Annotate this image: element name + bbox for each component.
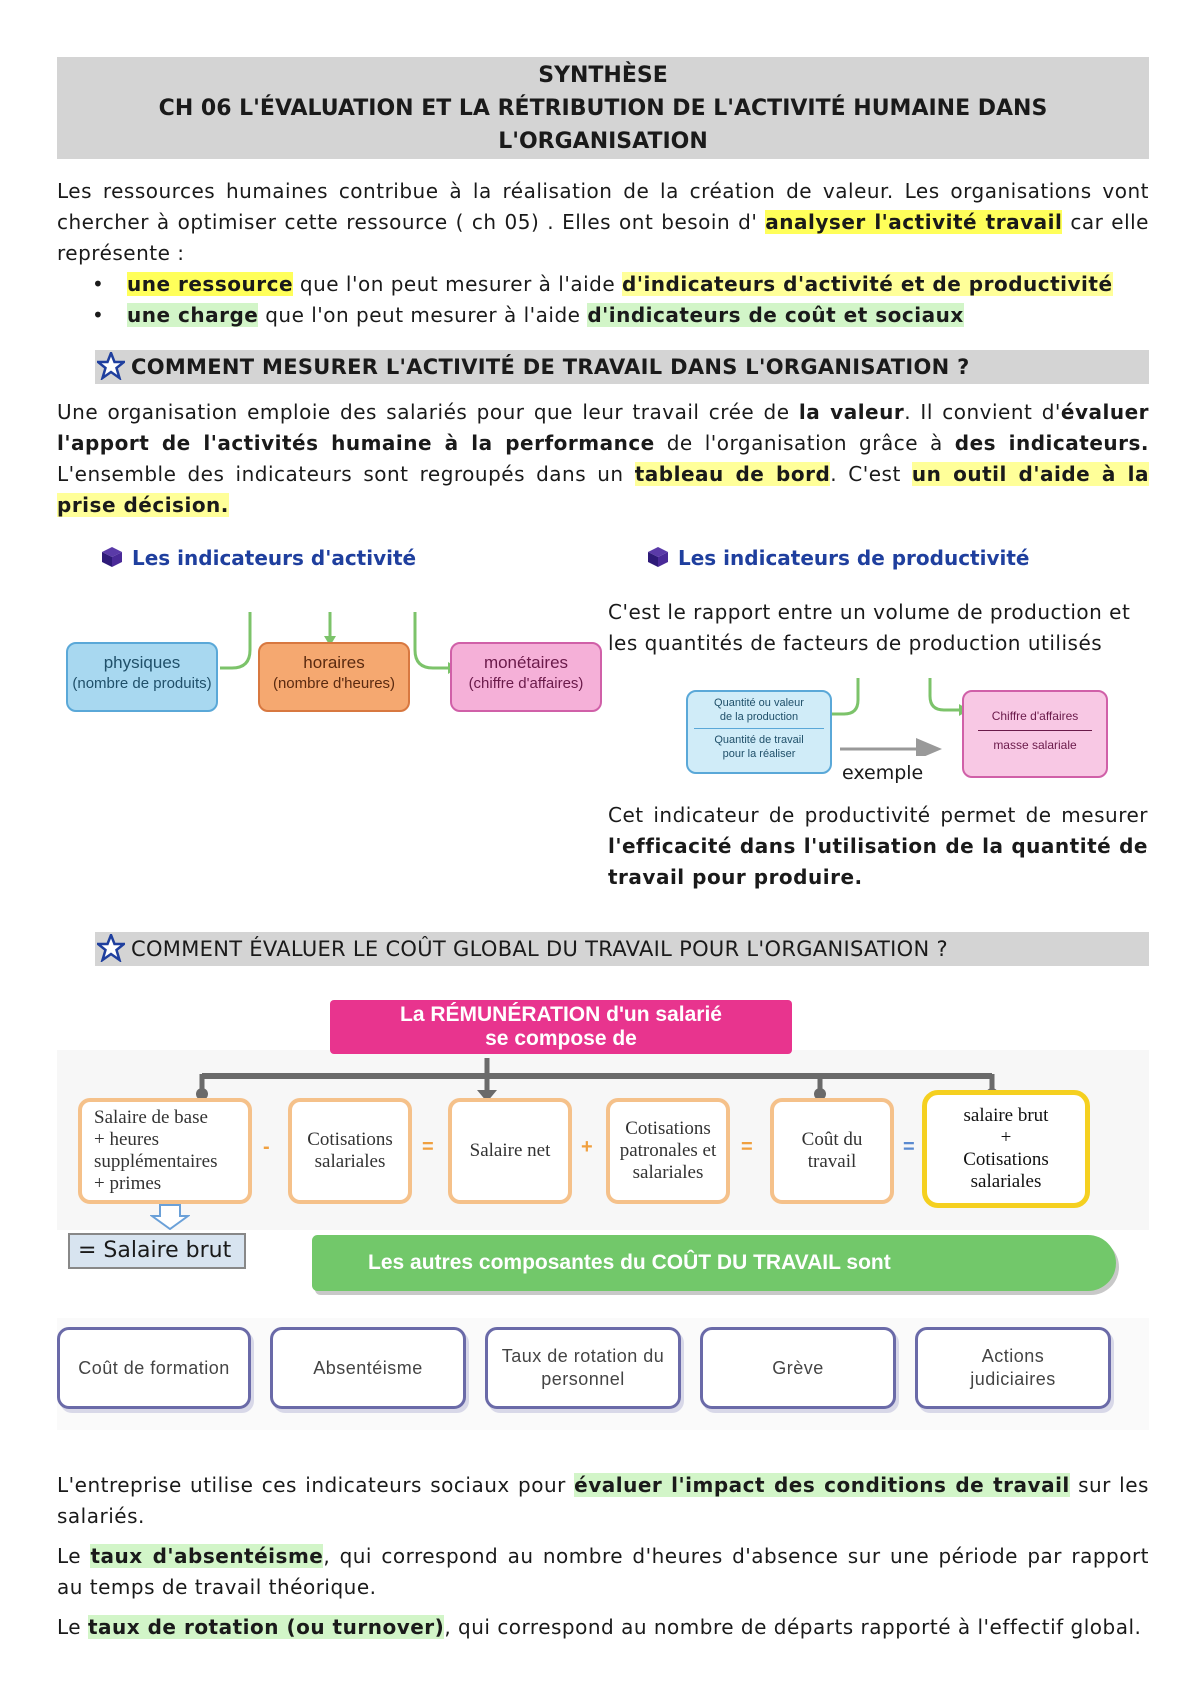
title-line2: CH 06 L'ÉVALUATION ET LA RÉTRIBUTION DE L'ACTIVITÉ HUMAINE DANS [158,96,1048,121]
section1-heading: COMMENT MESURER L'ACTIVITÉ DE TRAVAIL DANS L'ORGANISATION ? [95,350,1149,384]
op-minus: - [263,1136,270,1158]
star-icon [97,934,125,962]
other-box-formation: Coût de formation [57,1327,251,1409]
down-arrow-icon [150,1204,190,1230]
productivity-description: Cet indicateur de productivité permet de mesurer l'efficacité dans l'utilisation de la quantité de travail pour produire. [608,803,1148,889]
op-equals-2: = [741,1136,753,1158]
title-line3: L'ORGANISATION [498,129,708,154]
intro-text2: car elle représente : [57,210,1149,265]
rem-box-salaire-net: Salaire net [448,1098,572,1204]
op-plus: + [581,1136,593,1158]
star-icon [97,352,125,380]
productivity-heading: Les indicateurs de productivité [646,545,1030,570]
remuneration-connectors [180,1054,1020,1102]
intro-text1: Les ressources humaines contribue à la réalisation de la création de valeur. Les organisations vont chercher à optimiser cette ressource ( ch 05) . Elles ont besoin d' [57,179,1149,234]
rem-box-salaire-brut-cotisations: salaire brut + Cotisations salariales [922,1090,1090,1208]
other-box-actions-judiciaires: Actions judiciaires [915,1327,1111,1409]
conclusion-p1: L'entreprise utilise ces indicateurs sociaux pour évaluer l'impact des conditions de travail sur les salariés. [57,1473,1149,1528]
remuneration-banner: La RÉMUNÉRATION d'un salarié se compose de [330,1000,792,1054]
cube-icon [646,545,670,569]
title-line1: SYNTHÈSE [538,63,668,88]
rem-box-salaire-base: Salaire de base + heures supplémentaires + primes [78,1098,252,1204]
section1-paragraph: Une organisation emploie des salariés pour que leur travail crée de la valeur. Il convient d'évaluer l'apport de l'activités humaine à la performance de l'organisation grâce à des indicateurs. L'ensemble des indicateurs sont regroupés dans un tableau de bord. C'est un outil d'aide à la prise décision. [57,400,1150,517]
productivity-definition: C'est le rapport entre un volume de production et les quantités de facteurs de production utilisés [608,600,1131,655]
activity-box-monetaires: monétaires (chiffre d'affaires) [450,642,602,712]
rem-box-cotisations-salariales: Cotisations salariales [288,1098,412,1204]
productivity-fraction-1: Quantité ou valeur de la production Quantité de travail pour la réaliser [686,690,832,774]
rem-box-cout-travail: Coût du travail [770,1098,894,1204]
conclusion-p2: Le taux d'absentéisme, qui correspond au nombre d'heures d'absence sur une période par rapport au temps de travail théorique. [57,1544,1150,1599]
salaire-brut-label: = Salaire brut [68,1233,246,1269]
conclusion-p3: Le taux de rotation (ou turnover), qui correspond au nombre de départs rapporté à l'effectif global. [57,1615,1142,1639]
other-box-taux-rotation: Taux de rotation du personnel [485,1327,681,1409]
rem-box-cotisations-patronales: Cotisations patronales et salariales [606,1098,730,1204]
title-box [57,57,1149,159]
other-box-absenteisme: Absentéisme [270,1327,466,1409]
intro-paragraph [57,176,1149,331]
bullet-charge: • une charge que l'on peut mesurer à l'aide d'indicateurs de coût et sociaux [127,300,1149,331]
bullet-ressource: • une ressource que l'on peut mesurer à l'aide d'indicateurs d'activité et de productivité [127,269,1149,300]
other-box-greve: Grève [700,1327,896,1409]
intro-highlight: analyser l'activité travail [765,210,1063,234]
productivity-example-label: exemple [842,762,924,784]
op-equals-3: = [903,1136,915,1158]
section2-heading: COMMENT ÉVALUER LE COÛT GLOBAL DU TRAVAIL POUR L'ORGANISATION ? [95,932,1149,966]
activity-box-horaires: horaires (nombre d'heures) [258,642,410,712]
other-components-banner: Les autres composantes du COÛT DU TRAVAIL sont [312,1235,1116,1291]
cube-icon [100,545,124,569]
productivity-fraction-2: Chiffre d'affaires masse salariale [962,690,1108,778]
activity-box-physiques: physiques (nombre de produits) [66,642,218,712]
op-equals-1: = [422,1136,434,1158]
activity-heading: Les indicateurs d'activité [100,545,416,570]
intro-bullets [57,269,1149,331]
